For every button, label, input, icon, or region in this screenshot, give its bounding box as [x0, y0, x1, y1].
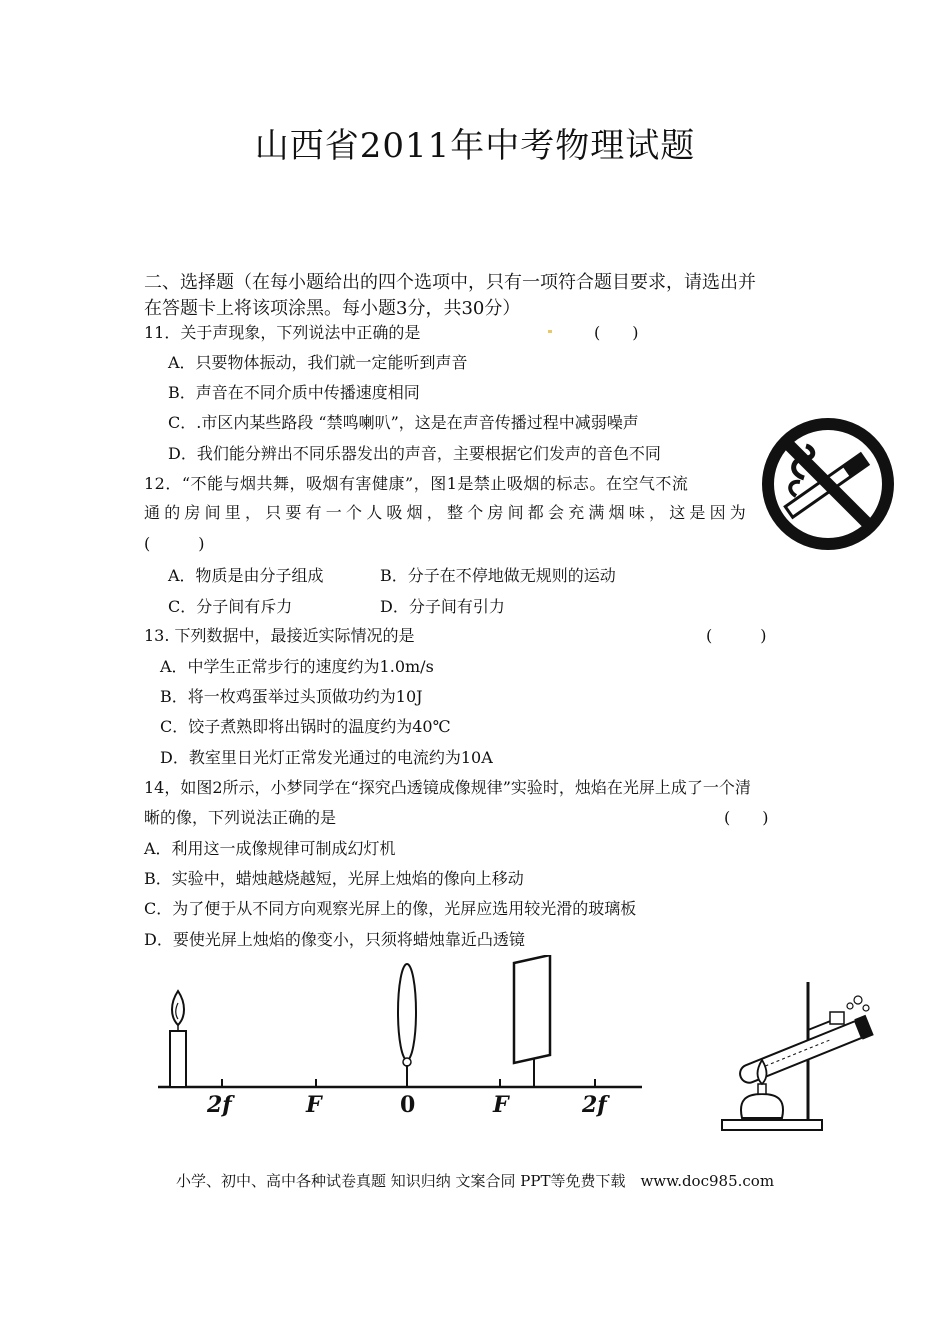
q14-option-a: A．利用这一成像规律可制成幻灯机	[144, 839, 396, 858]
q14-line2: 晰的像，下列说法正确的是	[144, 808, 337, 827]
q13-option-b: B．将一枚鸡蛋举过头顶做功约为10J	[160, 687, 423, 706]
q13-stem: 13. 下列数据中，最接近实际情况的是	[144, 626, 415, 645]
page-footer: 小学、初中、高中各种试卷真题 知识归纳 文案合同 PPT等免费下载 www.doc985.com	[175, 1172, 775, 1190]
q11-answer-paren: ( )	[594, 323, 639, 342]
q14-option-b: B．实验中，蜡烛越烧越短，光屏上烛焰的像向上移动	[144, 869, 524, 888]
q12-option-b: B．分子在不停地做无规则的运动	[380, 566, 616, 585]
axis-label-2f-left: 2f	[207, 1092, 232, 1118]
q11-option-a: A．只要物体振动，我们就一定能听到声音	[168, 353, 468, 372]
stray-dot	[548, 330, 552, 333]
q13-option-a: A．中学生正常步行的速度约为1.0m/s	[160, 657, 434, 676]
q13-answer-paren: ( )	[706, 626, 767, 645]
q12-line1: 12．“不能与烟共舞，吸烟有害健康”，图1是禁止吸烟的标志。在空气不流	[144, 474, 689, 493]
q12-option-a: A．物质是由分子组成	[168, 566, 324, 585]
q12-option-c: C．分子间有斥力	[168, 597, 293, 616]
candle-icon	[170, 991, 186, 1087]
page-title: 山西省2011年中考物理试题	[254, 126, 696, 166]
axis-label-origin: 0	[400, 1092, 416, 1118]
no-smoking-sign	[758, 418, 898, 552]
q11-option-c: C．.市区内某些路段 “禁鸣喇叭”，这是在声音传播过程中减弱噪声	[168, 413, 639, 432]
axis-label-f-right: F	[493, 1092, 509, 1118]
q12-line2: 通的房间里，只要有一个人吸烟，整个房间都会充满烟味，这是因为	[144, 503, 751, 522]
section-heading-line2: 在答题卡上将该项涂黑。每小题3分，共30分）	[144, 298, 521, 319]
axis-label-f-left: F	[306, 1092, 322, 1118]
q11-option-b: B．声音在不同介质中传播速度相同	[168, 383, 420, 402]
light-screen-icon	[514, 955, 550, 1087]
q14-option-d: D．要使光屏上烛焰的像变小，只须将蜡烛靠近凸透镜	[144, 930, 525, 949]
convex-lens-icon	[398, 964, 416, 1087]
axis-label-2f-right: 2f	[582, 1092, 607, 1118]
section-heading-line1: 二、选择题（在每小题给出的四个选项中，只有一项符合题目要求，请选出并	[144, 272, 756, 293]
q14-line1: 14，如图2所示，小梦同学在“探究凸透镜成像规律”实验时，烛焰在光屏上成了一个清	[144, 778, 751, 797]
q13-option-d: D．教室里日光灯正常发光通过的电流约为10A	[160, 748, 493, 767]
q11-stem: 11．关于声现象，下列说法中正确的是	[144, 323, 421, 342]
q14-answer-paren: ( )	[724, 808, 769, 827]
q11-option-d: D．我们能分辨出不同乐器发出的声音，主要根据它们发声的音色不同	[168, 444, 661, 463]
q13-option-c: C．饺子煮熟即将出锅时的温度约为40℃	[160, 717, 451, 736]
q12-option-d: D．分子间有引力	[380, 597, 505, 616]
q14-option-c: C．为了便于从不同方向观察光屏上的像，光屏应选用较光滑的玻璃板	[144, 899, 637, 918]
q12-answer-paren: ( )	[144, 534, 205, 553]
test-tube-apparatus	[718, 978, 888, 1138]
